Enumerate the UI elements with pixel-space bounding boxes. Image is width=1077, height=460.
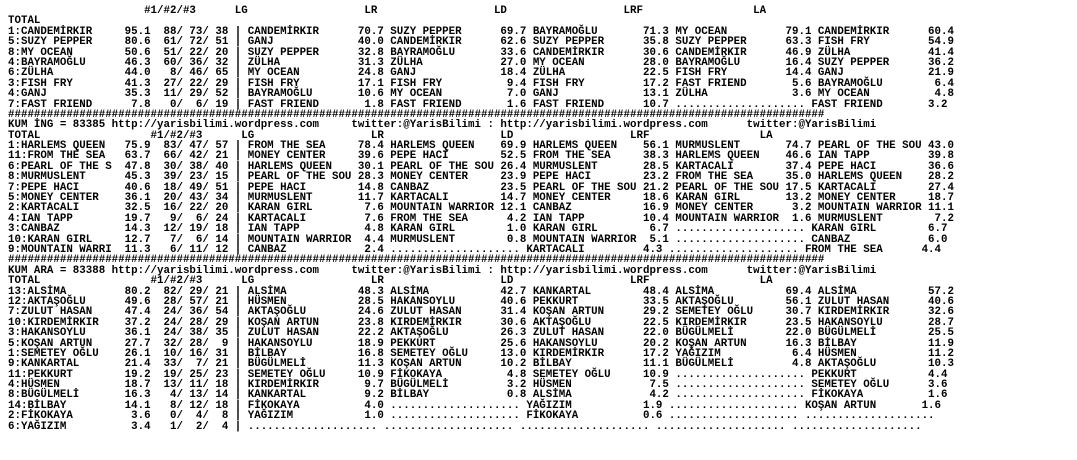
- table-row: 4:BAYRAMOĞLU 46.3 60/ 36/ 32 | ZÜLHA 31.3 ZÜLHA 27.0 MY OCEAN 28.0 BAYRAMOĞLU 16.4 SUZY PEPPER 36.2: [8, 56, 954, 69]
- table-row: 5:MONEY CENTER 36.1 20/ 43/ 34 | MURMUSLENT 11.7 KARTACALI 14.7 MONEY CENTER 18.6 KARAN GIRL 13.2 MONEY CENTER 18.7: [8, 192, 954, 205]
- table-row: 3:CANBAZ 14.3 12/ 19/ 18 | IAN TAPP 4.8 KARAN GIRL 1.0 KARAN GIRL 6.7 .................... KARAN GIRL 6.7: [8, 223, 948, 236]
- table-row: 8:MY OCEAN 50.6 51/ 22/ 20 | SUZY PEPPER 32.8 BAYRAMOĞLU 33.6 CANDEMİRKIR 30.6 CANDEMİRKIR 46.9 ZÜLHA 41.4: [8, 46, 954, 59]
- race-info-line: KUM ARA = 83388 http://yarisbilimi.wordpress.com twitter:@YarisBilimi : http://yarisbilimi.wordpress.com twitter:@YarisBilimi: [8, 264, 877, 277]
- separator-line: ##############################################################################################################################: [8, 254, 825, 267]
- table-row: 3:HAKANSOYLU 36.1 24/ 38/ 35 | ZULUT HASAN 22.2 AKTAŞOĞLU 26.3 ZULUT HASAN 22.0 BÜGÜLMELİ 22.0 BÜGÜLMELİ 25.5: [8, 327, 954, 340]
- table-row: 8:MURMUSLENT 45.3 39/ 23/ 15 | PEARL OF THE SOU 28.3 MONEY CENTER 23.9 PEPE HACI 23.2 FROM THE SEA 35.0 HARLEMS QUEEN 28.2: [8, 171, 954, 184]
- separator-line: ##############################################################################################################################: [8, 108, 825, 121]
- race-info-line: KUM İNG = 83385 http://yarisbilimi.wordpress.com twitter:@YarisBilimi : http://yarisbilimi.wordpress.com twitter:@YarisBilimi: [8, 119, 877, 132]
- table-row: 8:BÜGÜLMELİ 16.3 4/ 13/ 14 | KANKARTAL 9.2 BİLBAY 0.8 ALSİMA 4.2 .................... FİKOKAYA 1.6: [8, 389, 948, 402]
- table-row: 7:ZULUT HASAN 47.4 24/ 36/ 54 | AKTAŞOĞLU 24.6 ZULUT HASAN 31.4 KOŞAN ARTUN 29.2 SEMETEY OĞLU 30.7 KIRDEMİRKIR 32.6: [8, 306, 954, 319]
- section-title-line: TOTAL: [8, 15, 41, 28]
- table-row: 14:BİLBAY 14.1 8/ 12/ 18 | FİKOKAYA 4.0 .................... YAĞIZIM 1.9 .................... KOŞAN ARTUN 1.6: [8, 399, 942, 412]
- table-row: 4:HÜSMEN 18.7 13/ 11/ 18 | KIRDEMİRKIR 9.7 BÜGÜLMELİ 3.2 HÜSMEN 7.5 .................... SEMETEY OĞLU 3.6: [8, 379, 948, 392]
- table-row: 11:PEKKURT 19.2 19/ 25/ 23 | SEMETEY OĞLU 10.9 FİKOKAYA 4.8 SEMETEY OĞLU 10.9 .................... PEKKURT 4.4: [8, 368, 948, 381]
- table-row: 12:AKTAŞOĞLU 49.6 28/ 57/ 21 | HÜSMEN 28.5 HAKANSOYLU 40.6 PEKKURT 33.5 AKTAŞOĞLU 56.1 ZULUT HASAN 40.6: [8, 295, 954, 308]
- table-row: 10:KIRDEMİRKIR 37.2 24/ 28/ 29 | KOŞAN ARTUN 23.8 KIRDEMİRKIR 30.6 AKTAŞOĞLU 22.5 KIRDEMİRKIR 23.5 HAKANSOYLU 28.7: [8, 316, 954, 329]
- table-row: 6:ZÜLHA 44.0 8/ 46/ 65 | MY OCEAN 24.8 GANJ 18.4 ZÜLHA 22.5 FISH FRY 14.4 GANJ 21.9: [8, 67, 954, 80]
- table-row: 1:HARLEMS QUEEN 75.9 83/ 47/ 57 | FROM THE SEA 78.4 HARLEMS QUEEN 69.9 HARLEMS QUEEN 56.1 MURMUSLENT 74.7 PEARL OF THE SOU 43.0: [8, 140, 954, 153]
- table-row: 2:FİKOKAYA 3.6 0/ 4/ 8 | YAĞIZIM 1.0 .................... FİKOKAYA 0.6 .................... ....................: [8, 410, 935, 423]
- table-row: 5:SUZY PEPPER 80.6 61/ 72/ 51 | GANJ 40.0 CANDEMİRKIR 62.6 SUZY PEPPER 35.8 SUZY PEPPER 63.3 FISH FRY 54.9: [8, 36, 954, 49]
- header-line: TOTAL #1/#2/#3 LG LR LD LRF LA: [8, 129, 773, 142]
- table-row: 1:CANDEMİRKIR 95.1 88/ 73/ 38 | CANDEMİRKIR 70.7 SUZY PEPPER 69.7 BAYRAMOĞLU 71.3 MY OCEAN 79.1 CANDEMİRKIR 60.4: [8, 25, 954, 38]
- table-row: 7:FAST FRIEND 7.8 0/ 6/ 19 | FAST FRIEND 1.8 FAST FRIEND 1.6 FAST FRIEND 10.7 .................... FAST FRIEND 3.2: [8, 98, 948, 111]
- header-line: #1/#2/#3 LG LR LD LRF LA: [8, 5, 767, 17]
- table-row: 9:MOUNTAIN WARRI 11.3 6/ 11/ 12 | CANBAZ 2.4 .................... KARTACALI 4.3 .................... FROM THE SEA 4.4: [8, 243, 942, 256]
- table-row: 9:KANKARTAL 21.4 33/ 7/ 21 | BÜGÜLMELİ 11.3 KOŞAN ARTUN 10.2 BİLBAY 11.1 BÜGÜLMELİ 4.8 AKTAŞOĞLU 10.3: [8, 358, 954, 371]
- table-row: 2:KARTACALI 32.5 16/ 22/ 20 | KARAN GIRL 7.6 MOUNTAIN WARRIOR 12.1 CANBAZ 16.9 MONEY CENTER 3.2 MOUNTAIN WARRIOR 11.1: [8, 202, 954, 215]
- table-row: 3:FISH FRY 41.3 27/ 22/ 29 | FISH FRY 17.1 FISH FRY 9.4 FISH FRY 17.2 FAST FRIEND 5.6 BAYRAMOĞLU 6.4: [8, 77, 954, 90]
- header-line: TOTAL #1/#2/#3 LG LR LD LRF LA: [8, 275, 773, 288]
- table-row: 5:KOŞAN ARTUN 27.7 32/ 28/ 9 | HAKANSOYLU 18.9 PEKKURT 25.6 HAKANSOYLU 20.2 KOŞAN ARTUN 16.3 BİLBAY 11.9: [8, 337, 954, 350]
- table-row: 11:FROM THE SEA 63.7 66/ 42/ 21 | MONEY CENTER 39.6 PEPE HACI 52.5 FROM THE SEA 38.3 HARLEMS QUEEN 46.6 IAN TAPP 39.8: [8, 150, 954, 163]
- table-row: 7:PEPE HACI 40.6 18/ 49/ 51 | PEPE HACI 14.8 CANBAZ 23.5 PEARL OF THE SOU 21.2 PEARL OF THE SOU 17.5 KARTACALI 27.4: [8, 181, 954, 194]
- table-row: 4:IAN TAPP 19.7 9/ 6/ 24 | KARTACALI 7.6 FROM THE SEA 4.2 IAN TAPP 10.4 MOUNTAIN WARRIOR 1.6 MURMUSLENT 7.2: [8, 212, 954, 225]
- table-row: 6:YAĞIZIM 3.4 1/ 2/ 4 | .................... .................... .................... .................... ....................: [8, 420, 922, 433]
- table-row: 1:SEMETEY OĞLU 26.1 10/ 16/ 31 | BİLBAY 16.8 SEMETEY OĞLU 13.0 KIRDEMİRKIR 17.2 YAĞIZIM 6.4 HÜSMEN 11.2: [8, 347, 954, 360]
- table-row: 6:PEARL OF THE S 47.8 30/ 38/ 40 | HARLEMS QUEEN 30.1 PEARL OF THE SOU 26.4 MURMUSLENT 28.5 KARTACALI 37.4 PEPE HACI 36.6: [8, 160, 954, 173]
- table-row: 13:ALSİMA 80.2 82/ 29/ 21 | ALSİMA 48.3 ALSİMA 42.7 KANKARTAL 48.4 ALSİMA 69.4 ALSİMA 57.2: [8, 285, 954, 298]
- table-row: 4:GANJ 35.3 11/ 29/ 52 | BAYRAMOĞLU 10.6 MY OCEAN 7.0 GANJ 13.1 ZÜLHA 3.6 MY OCEAN 4.8: [8, 88, 954, 101]
- table-row: 10:KARAN GIRL 12.7 7/ 6/ 14 | MOUNTAIN WARRIOR 4.4 MURMUSLENT 0.8 MOUNTAIN WARRIOR 5.1 .................... CANBAZ 6.0: [8, 233, 948, 246]
